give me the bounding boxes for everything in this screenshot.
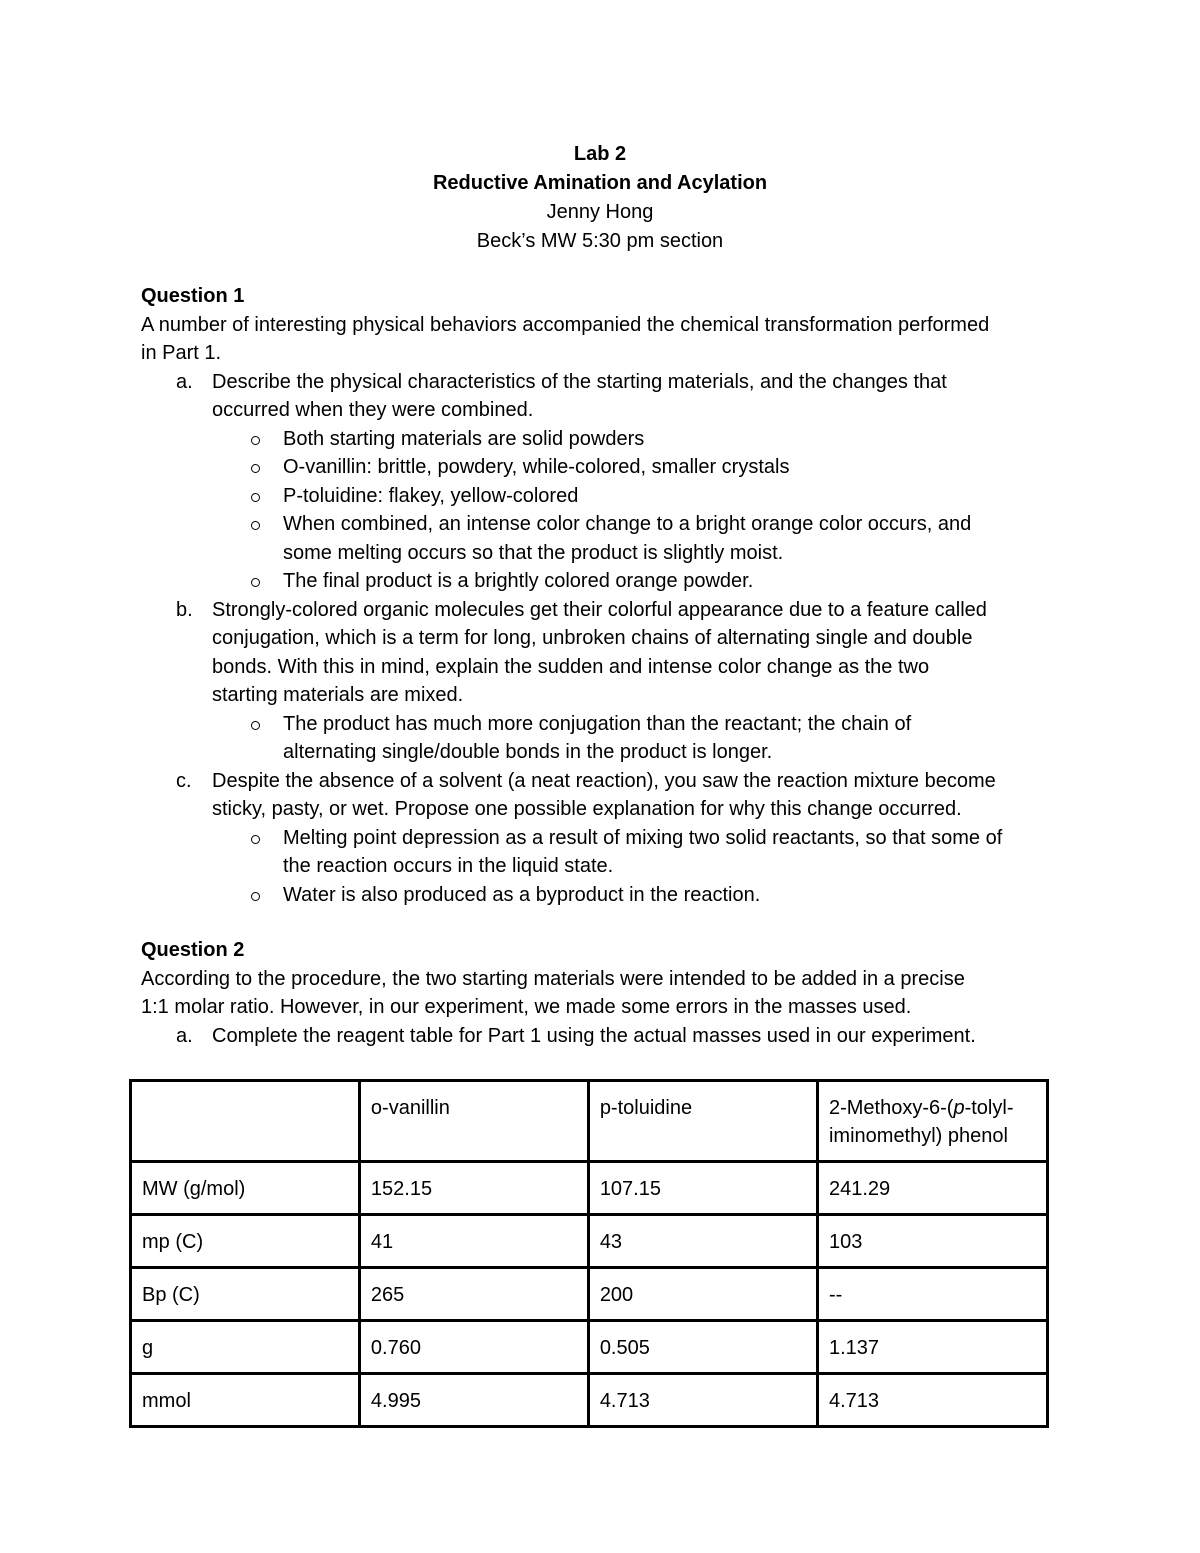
- question-1: [141, 282, 1071, 909]
- question-1a-line: Describe the physical characteristics of the starting materials, and the changes that: [212, 370, 947, 393]
- table-cell: 4.713: [817, 1374, 1047, 1427]
- table-cell: MW (g/mol): [131, 1162, 360, 1215]
- question-2-heading: Question 2: [141, 939, 245, 961]
- question-1b-line: bonds. With this in mind, explain the sudden and intense color change as the two: [212, 655, 930, 678]
- section-name: Beck’s MW 5:30 pm section: [476, 230, 724, 252]
- circle-bullet-icon: [251, 493, 260, 502]
- answer-bullet: [141, 824, 1071, 853]
- question-1c: [141, 767, 1071, 824]
- answer-text: O-vanillin: brittle, powdery, while-colored, smaller crystals: [283, 456, 790, 478]
- table-row: [131, 1215, 1048, 1268]
- question-1-intro-line: A number of interesting physical behaviors accompanied the chemical transformation performed: [141, 313, 990, 336]
- table-cell: 4.995: [359, 1374, 588, 1427]
- answer-text: alternating single/double bonds in the product is longer.: [283, 741, 773, 763]
- circle-bullet-icon: [251, 464, 260, 473]
- table-cell: 43: [588, 1215, 817, 1268]
- table-header-cell: [817, 1081, 1047, 1162]
- table-cell: mmol: [131, 1374, 360, 1427]
- question-1a: [141, 368, 1071, 425]
- table-row: [131, 1321, 1048, 1374]
- question-1b: [141, 596, 1071, 710]
- answer-continuation: [141, 539, 1071, 568]
- answer-continuation: [141, 852, 1071, 881]
- answer-text: P-toluidine: flakey, yellow-colored: [283, 484, 579, 507]
- table-cell: g: [131, 1321, 360, 1374]
- question-2: [141, 936, 1071, 1050]
- answer-text: Both starting materials are solid powders: [283, 427, 645, 450]
- question-2-intro-line: According to the procedure, the two starting materials were intended to be added in a precise: [141, 967, 965, 990]
- list-marker: a.: [176, 1024, 193, 1047]
- question-2a-line: Complete the reagent table for Part 1 using the actual masses used in our experiment.: [212, 1024, 976, 1047]
- answer-text: The product has much more conjugation than the reactant; the chain of: [283, 712, 912, 735]
- table-header-cell: o-vanillin: [359, 1081, 588, 1162]
- table-row: [131, 1268, 1048, 1321]
- list-marker: b.: [176, 598, 193, 621]
- table-cell: 265: [359, 1268, 588, 1321]
- answer-text: Melting point depression as a result of mixing two solid reactants, so that some of: [283, 826, 1003, 849]
- circle-bullet-icon: [251, 436, 260, 445]
- lab-title: Lab 2: [573, 143, 627, 165]
- table-cell: 0.760: [359, 1321, 588, 1374]
- table-row: [131, 1374, 1048, 1427]
- question-1b-line: conjugation, which is a term for long, unbroken chains of alternating single and double: [212, 627, 973, 649]
- list-marker: a.: [176, 370, 193, 393]
- question-1-heading: Question 1: [141, 285, 245, 307]
- reagent-table: [129, 1079, 1049, 1428]
- table-row: [131, 1162, 1048, 1215]
- table-cell: 200: [588, 1268, 817, 1321]
- question-1c-line: sticky, pasty, or wet. Propose one possible explanation for why this change occurred.: [212, 798, 962, 820]
- document-header: [0, 140, 1200, 256]
- answer-text: some melting occurs so that the product is slightly moist.: [283, 541, 784, 564]
- answer-bullet: [141, 425, 1071, 454]
- answer-continuation: [141, 738, 1071, 767]
- question-1b-line: Strongly-colored organic molecules get their colorful appearance due to a feature called: [212, 598, 987, 621]
- circle-bullet-icon: [251, 835, 260, 844]
- table-cell: --: [817, 1268, 1047, 1321]
- table-cell: 107.15: [588, 1162, 817, 1215]
- table-cell: 0.505: [588, 1321, 817, 1374]
- question-2-intro-line: 1:1 molar ratio. However, in our experiment, we made some errors in the masses used.: [141, 996, 912, 1018]
- answer-bullet: [141, 510, 1071, 539]
- answer-text: The final product is a brightly colored orange powder.: [283, 570, 754, 592]
- header-text-italic: p: [953, 1097, 965, 1119]
- answer-text: the reaction occurs in the liquid state.: [283, 855, 614, 877]
- circle-bullet-icon: [251, 578, 260, 587]
- header-text: -tolyl-: [964, 1097, 1014, 1119]
- table-cell: mp (C): [131, 1215, 360, 1268]
- circle-bullet-icon: [251, 521, 260, 530]
- table-cell: 41: [359, 1215, 588, 1268]
- answer-bullet: [141, 567, 1071, 596]
- header-text: 2-Methoxy-6-(: [828, 1097, 954, 1119]
- table-cell: 1.137: [817, 1321, 1047, 1374]
- author-name: Jenny Hong: [546, 201, 654, 223]
- table-cell: 4.713: [588, 1374, 817, 1427]
- lab-subtitle: Reductive Amination and Acylation: [432, 172, 768, 194]
- question-2a: [141, 1022, 1071, 1051]
- table-cell: Bp (C): [131, 1268, 360, 1321]
- list-marker: c.: [176, 769, 192, 792]
- answer-bullet: [141, 881, 1071, 910]
- table-header-cell-empty: [131, 1081, 360, 1162]
- answer-text: When combined, an intense color change to a bright orange color occurs, and: [283, 513, 972, 535]
- header-text: iminomethyl) phenol: [828, 1125, 1008, 1147]
- answer-bullet: [141, 482, 1071, 511]
- table-cell: 152.15: [359, 1162, 588, 1215]
- question-1a-line: occurred when they were combined.: [212, 399, 534, 421]
- question-1c-line: Despite the absence of a solvent (a neat reaction), you saw the reaction mixture become: [212, 769, 996, 792]
- table-cell: 103: [817, 1215, 1047, 1268]
- circle-bullet-icon: [251, 721, 260, 730]
- table-header-row: [131, 1081, 1048, 1162]
- table-cell: 241.29: [817, 1162, 1047, 1215]
- question-1b-line: starting materials are mixed.: [212, 684, 464, 706]
- question-1-intro-line: in Part 1.: [141, 342, 222, 364]
- table-header-cell: p-toluidine: [588, 1081, 817, 1162]
- answer-bullet: [141, 710, 1071, 739]
- answer-bullet: [141, 453, 1071, 482]
- answer-text: Water is also produced as a byproduct in the reaction.: [283, 883, 761, 906]
- circle-bullet-icon: [251, 892, 260, 901]
